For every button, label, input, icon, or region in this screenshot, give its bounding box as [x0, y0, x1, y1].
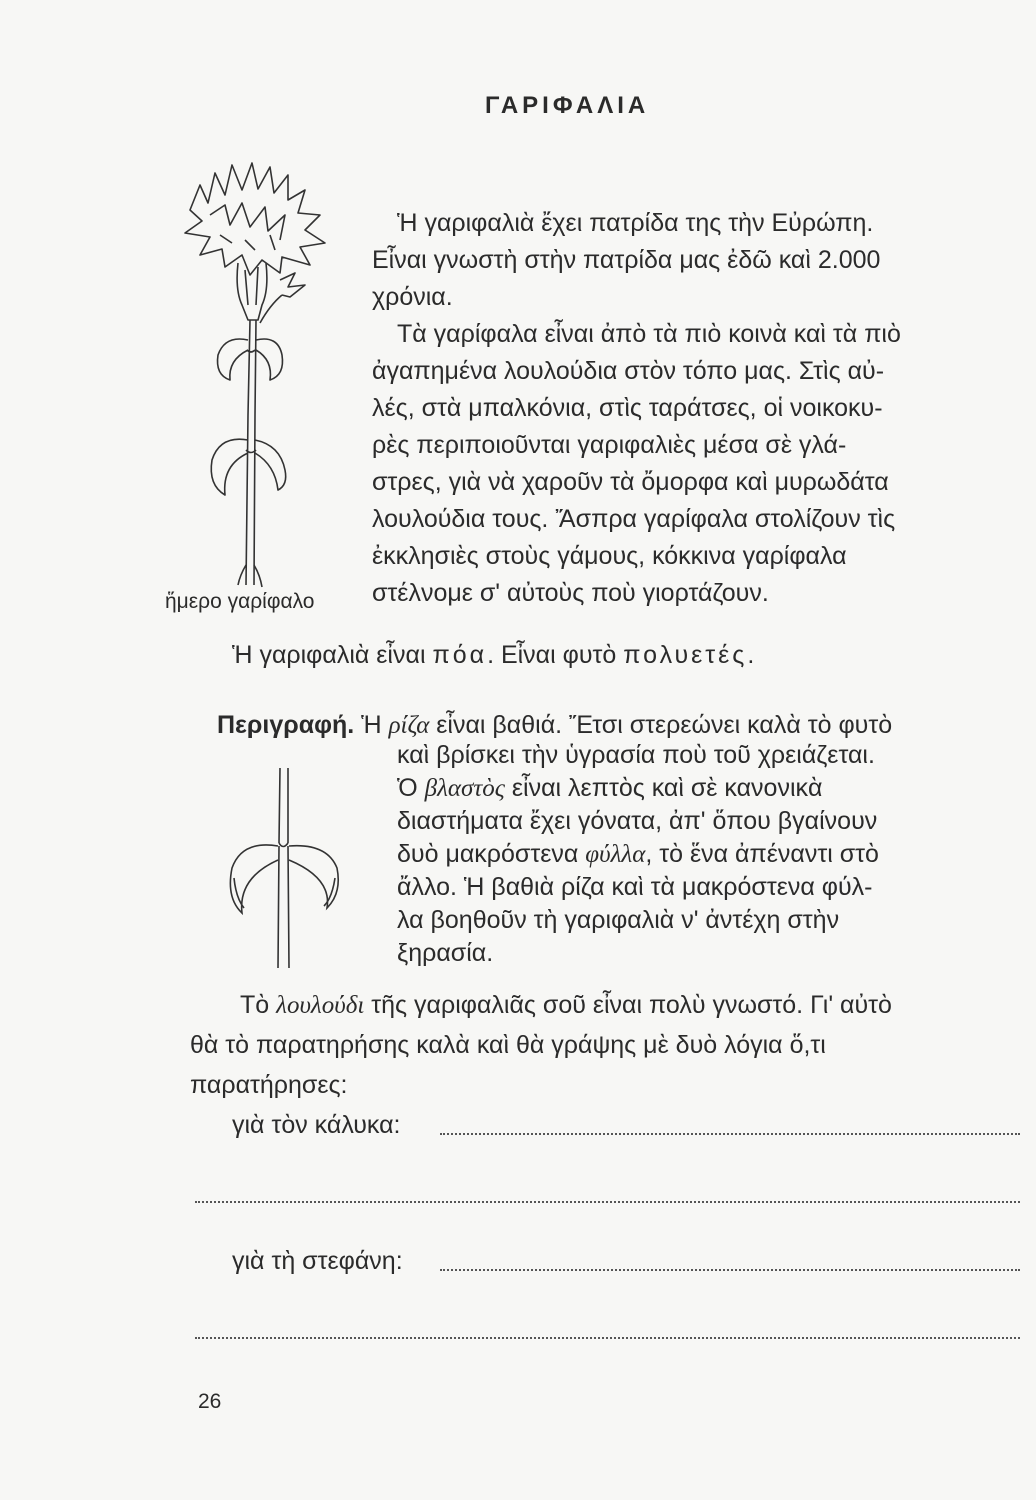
description-line-5 [397, 839, 879, 870]
intro-line-11: στέλνομε σ' αὐτοὺς ποὺ γιορτάζουν. [372, 579, 769, 607]
intro-line-2: Εἶναι γνωστὴ στὴν πατρίδα μας ἐδῶ καὶ 2.000 [372, 246, 881, 274]
intro-line-10: ἐκκλησιὲς στοὺς γάμους, κόκκινα γαρίφαλα [372, 542, 847, 570]
poa-sentence [232, 640, 754, 670]
page-number: 26 [198, 1390, 222, 1413]
description-text: εἶναι βαθιά. Ἔτσι στερεώνει καλὰ τὸ φυτὸ [429, 711, 893, 739]
description-line-2: καὶ βρίσκει τὴν ὑγρασία ποὺ τοῦ χρειάζεται. [397, 741, 875, 769]
answer-line-stefani-2[interactable] [195, 1336, 1020, 1339]
description-line-8: ξηρασία. [397, 939, 494, 967]
description-text: , τὸ ἕνα ἀπέναντι στὸ [645, 840, 879, 868]
louloudi-term: λουλούδι [276, 992, 365, 1019]
answer-line-kalyka-1[interactable] [440, 1132, 1020, 1135]
answer-line-kalyka-2[interactable] [195, 1200, 1020, 1203]
page-title: ΓΑΡΙΦΑΛΙΑ [485, 92, 650, 119]
vlastos-term: βλαστὸς [424, 775, 505, 802]
description-text: δυὸ μακρόστενα [397, 840, 586, 868]
poa-term: πόα [432, 641, 488, 669]
intro-line-4: Τὰ γαρίφαλα εἶναι ἀπὸ τὰ πιὸ κοινὰ καὶ τὰ πιὸ [397, 320, 901, 348]
riza-term: ρίζα [388, 712, 430, 739]
description-line-7: λα βοηθοῦν τὴ γαριφαλιὰ ν' ἀντέχη στὴν [397, 906, 840, 934]
flower-line-3: παρατήρησες: [190, 1071, 348, 1099]
intro-line-1: Ἡ γαριφαλιὰ ἔχει πατρίδα της τὴν Εὐρώπη. [397, 209, 874, 237]
poa-post: . [747, 641, 755, 669]
prompt-stefani: γιὰ τὴ στεφάνη: [232, 1247, 403, 1275]
description-line-4: διαστήματα ἔχει γόνατα, ἀπ' ὅπου βγαίνουν [397, 807, 878, 835]
intro-line-3: χρόνια. [372, 283, 453, 311]
description-line-1 [217, 710, 892, 741]
flower-text: τῆς γαριφαλιᾶς σοῦ εἶναι πολὺ γνωστό. Γι' αὐτὸ [364, 991, 892, 1019]
intro-line-7: ρὲς περιποιοῦνται γαριφαλιὲς μέσα σὲ γλά- [372, 431, 847, 459]
description-heading: Περιγραφή. [217, 711, 355, 739]
description-line-3 [397, 773, 822, 804]
description-text: Ἡ [354, 711, 389, 739]
description-line-6: ἄλλο. Ἡ βαθιὰ ρίζα καὶ τὰ μακρόστενα φύλ- [397, 873, 873, 901]
stem-node-illustration [222, 768, 352, 968]
answer-line-stefani-1[interactable] [440, 1268, 1020, 1271]
flower-line-1 [240, 990, 892, 1021]
prompt-kalyka: γιὰ τὸν κάλυκα: [232, 1111, 401, 1139]
intro-line-6: λές, στὰ μπαλκόνια, στὶς ταράτσες, οἱ νοικοκυ- [372, 394, 883, 422]
polyetes-term: πολυετές [623, 641, 748, 669]
description-text: Ὁ [397, 774, 425, 802]
flower-text: Τὸ [240, 991, 277, 1019]
description-text: εἶναι λεπτὸς καὶ σὲ κανονικὰ [504, 774, 823, 802]
poa-pre: Ἡ γαριφαλιὰ εἶναι [232, 641, 433, 669]
intro-line-5: ἀγαπημένα λουλούδια στὸν τόπο μας. Στὶς αὐ- [372, 357, 885, 385]
fylla-term: φύλλα [585, 841, 646, 868]
intro-line-8: στρες, γιὰ νὰ χαροῦν τὰ ὄμορφα καὶ μυρωδάτα [372, 468, 889, 496]
flower-line-2: θὰ τὸ παρατηρήσης καλὰ καὶ θὰ γράψης μὲ δυὸ λόγια ὅ,τι [190, 1031, 826, 1059]
intro-line-9: λουλούδια τους. Ἄσπρα γαρίφαλα στολίζουν τὶς [372, 505, 896, 533]
carnation-illustration [170, 155, 360, 595]
illustration-caption: ἥμερο γαρίφαλο [165, 590, 315, 613]
poa-mid: . Εἶναι φυτὸ [487, 641, 624, 669]
